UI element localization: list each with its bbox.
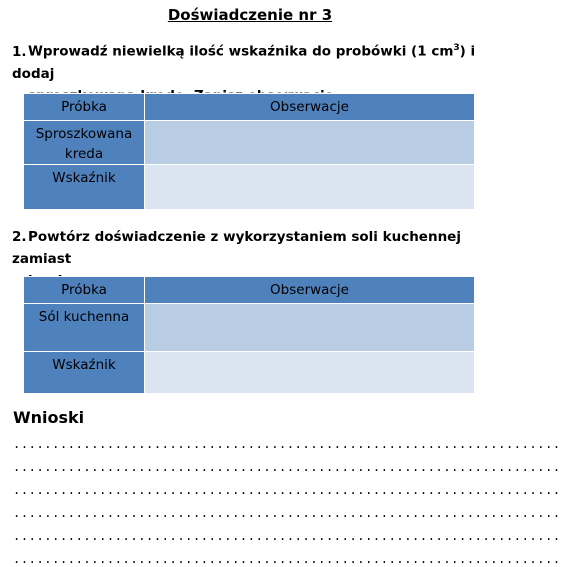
table-1-header-observations: Obserwacje — [145, 94, 475, 121]
table-2-row — [24, 352, 475, 394]
conclusions-line-4[interactable]: ...................................................................... — [13, 506, 561, 520]
table-1-row-2-label: Wskaźnik — [24, 165, 145, 210]
table-1-row — [24, 165, 475, 210]
table-1-row — [24, 121, 475, 165]
table-2-row-1-label: Sól kuchenna — [24, 304, 145, 352]
task-1-line1a: Wprowadź niewielką ilość wskaźnika do probówki (1 cm — [28, 43, 454, 60]
conclusions-line-2[interactable]: ...................................................................... — [13, 460, 561, 474]
conclusions-line-6[interactable]: ...................................................................... — [13, 552, 561, 566]
table-1-header-sample: Próbka — [24, 94, 145, 121]
table-2-header-sample: Próbka — [24, 277, 145, 304]
conclusions-line-5[interactable]: ...................................................................... — [13, 529, 561, 543]
conclusions-line-1[interactable]: ...................................................................... — [13, 437, 561, 451]
conclusions-line-3[interactable]: ...................................................................... — [13, 483, 561, 497]
document-title: Doświadczenie nr 3 — [167, 6, 333, 24]
table-2-row — [24, 304, 475, 352]
table-2-row-1-observation-cell[interactable] — [145, 304, 475, 352]
task-1-superscript: 3 — [453, 43, 460, 53]
table-2-header-observations: Obserwacje — [145, 277, 475, 304]
table-1-row-1-observation-cell[interactable] — [145, 121, 475, 165]
observation-table-2 — [23, 276, 475, 394]
table-1-header-row — [24, 94, 475, 121]
table-1-row-1-label: Sproszkowana kreda — [24, 121, 145, 165]
conclusions-heading: Wnioski — [13, 408, 85, 427]
table-2-row-2-label: Wskaźnik — [24, 352, 145, 394]
table-1-row-2-observation-cell[interactable] — [145, 165, 475, 210]
task-1-number: 1. — [12, 43, 27, 60]
task-1-line1b: ) i dodaj — [12, 43, 476, 82]
task-2-number: 2. — [12, 229, 27, 245]
observation-table-1 — [23, 93, 475, 210]
table-2-row-2-observation-cell[interactable] — [145, 352, 475, 394]
task-2-line1: Powtórz doświadczenie z wykorzystaniem soli kuchennej zamiast — [12, 229, 461, 267]
table-2-header-row — [24, 277, 475, 304]
